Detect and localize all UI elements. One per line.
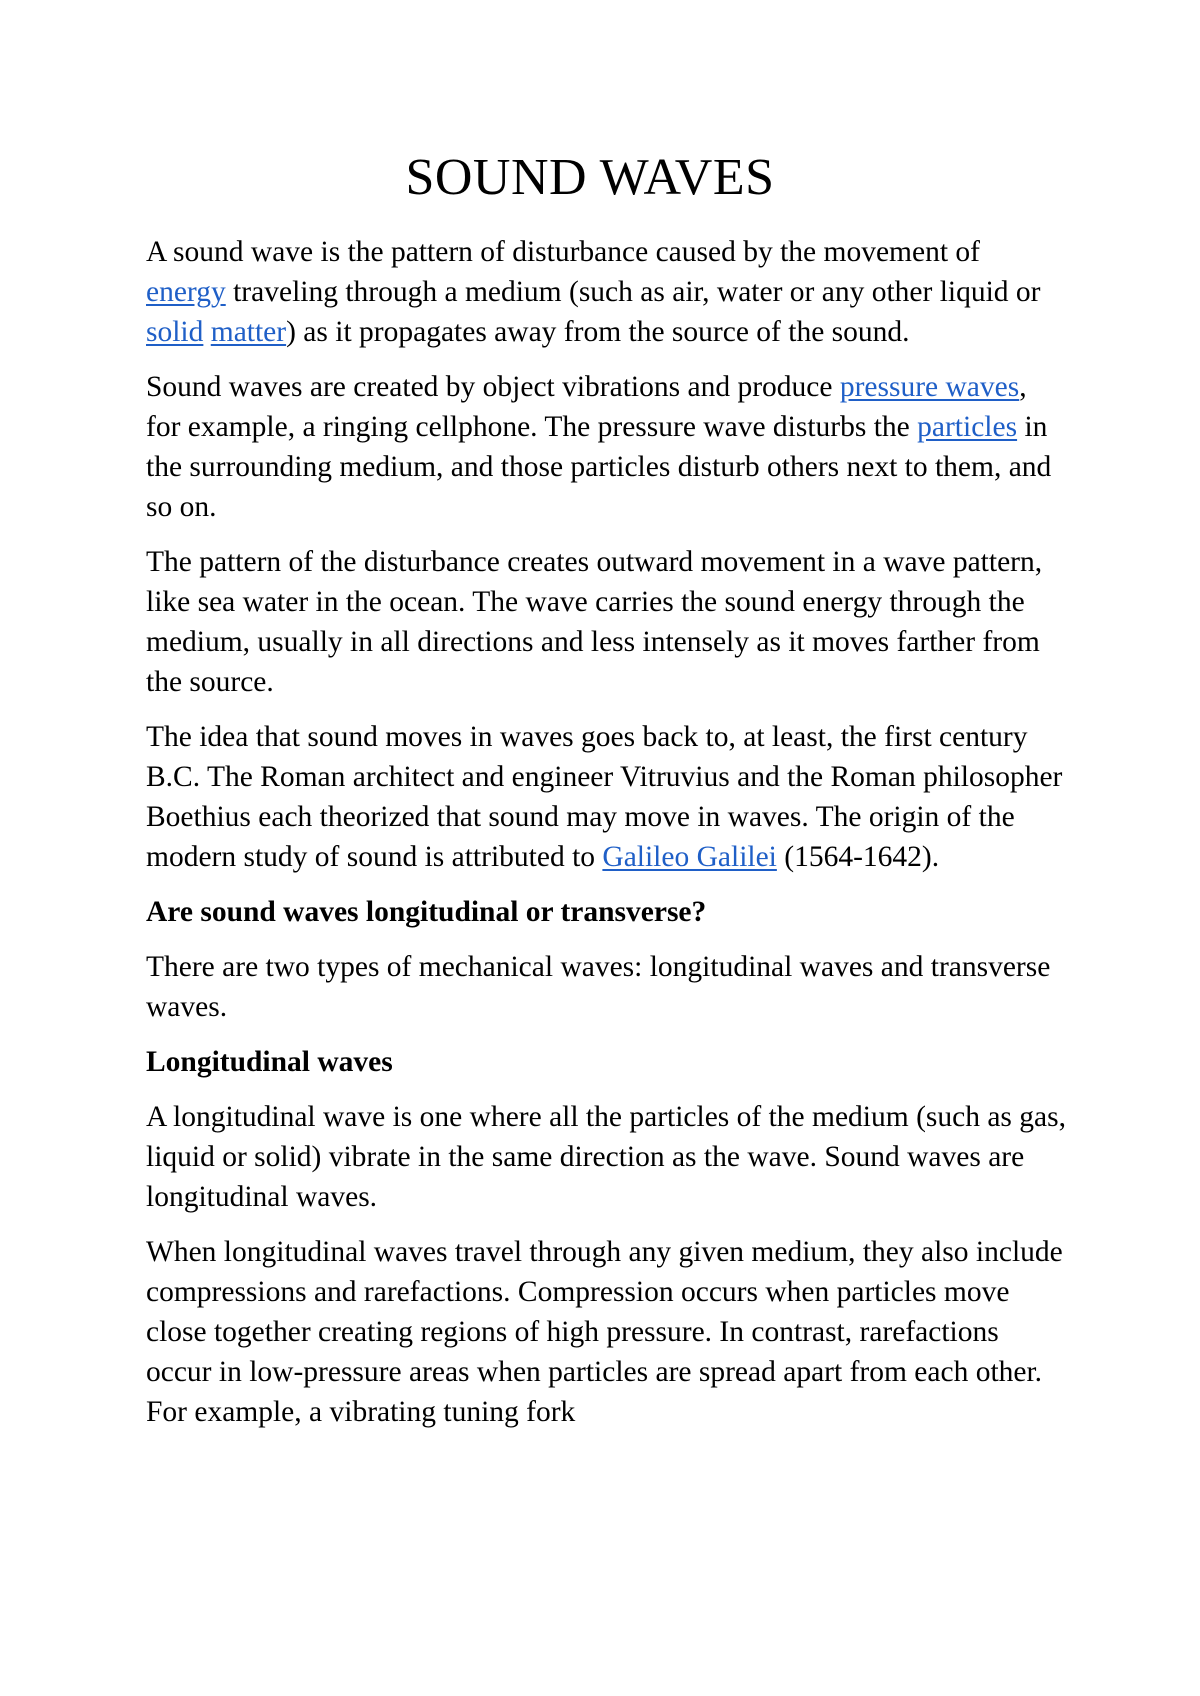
link-pressure-waves[interactable]: pressure waves bbox=[839, 371, 1020, 403]
paragraph-creation bbox=[146, 367, 1066, 527]
document-title: SOUND WAVES bbox=[405, 149, 775, 206]
paragraph-text bbox=[203, 316, 210, 348]
paragraph-text: The idea that sound moves in waves goes back to, at least, the first century B.C. The Roman architect and engineer Vitruvius and the Roman philosopher Boethius each theorized that sound may move in waves. The origin of the modern study of sound is attributed to bbox=[146, 721, 1063, 873]
paragraph-text: , for example, a ringing cellphone. The pressure wave disturbs the bbox=[146, 371, 1027, 443]
heading-longitudinal-or-transverse: Are sound waves longitudinal or transverse? bbox=[146, 896, 707, 928]
paragraph-text: traveling through a medium (such as air, water or any other liquid or bbox=[225, 276, 1041, 308]
link-particles[interactable]: particles bbox=[917, 411, 1018, 443]
paragraph-text: A sound wave is the pattern of disturbance caused by the movement of bbox=[146, 236, 980, 268]
paragraph-text: ) as it propagates away from the source of the sound. bbox=[286, 316, 910, 348]
document-body bbox=[146, 232, 1066, 1447]
link-galileo-galilei[interactable]: Galileo Galilei bbox=[602, 841, 777, 873]
paragraph-definition bbox=[146, 232, 1066, 352]
link-matter[interactable]: matter bbox=[210, 316, 287, 348]
paragraph-text: (1564-1642). bbox=[776, 841, 940, 873]
heading-longitudinal-waves: Longitudinal waves bbox=[146, 1046, 393, 1078]
paragraph-pattern: The pattern of the disturbance creates outward movement in a wave pattern, like sea water in the ocean. The wave carries the sound energy through the medium, usually in all directions and less intensely as it moves farther from the source. bbox=[146, 546, 1043, 698]
paragraph-history bbox=[146, 717, 1066, 877]
link-energy[interactable]: energy bbox=[146, 276, 226, 308]
paragraph-compressions: When longitudinal waves travel through any given medium, they also include compressions and rarefactions. Compression occurs when particles move close together creating regions of high pressure. In contrast, rarefactions occur in low-pressure areas when particles are spread apart from each other. For example, a vibrating tuning fork bbox=[146, 1236, 1063, 1428]
paragraph-wave-types: There are two types of mechanical waves: longitudinal waves and transverse waves. bbox=[146, 951, 1051, 1023]
paragraph-text: in the surrounding medium, and those particles disturb others next to them, and so on. bbox=[146, 411, 1052, 523]
paragraph-text: Sound waves are created by object vibrations and produce bbox=[146, 371, 840, 403]
paragraph-longitudinal-definition: A longitudinal wave is one where all the particles of the medium (such as gas, liquid or solid) vibrate in the same direction as the wave. Sound waves are longitudinal waves. bbox=[146, 1101, 1066, 1213]
link-solid[interactable]: solid bbox=[146, 316, 204, 348]
